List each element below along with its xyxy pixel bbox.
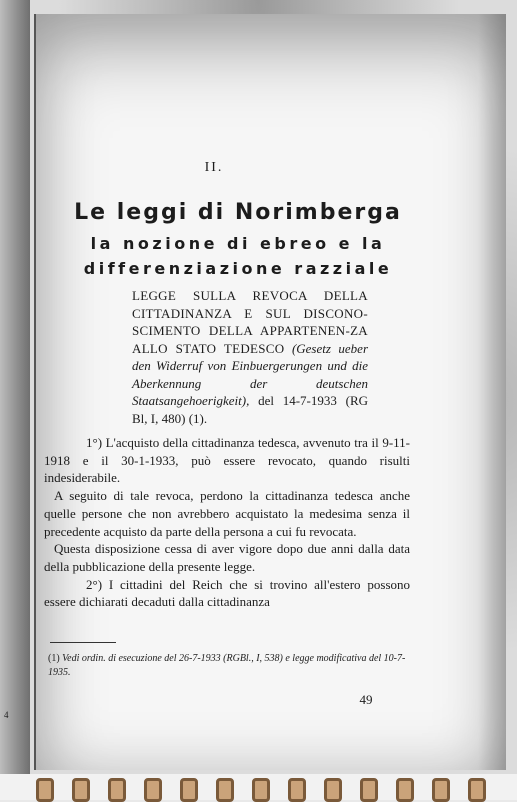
page-number: 49	[359, 692, 373, 707]
law-title-caps: LEGGE SULLA REVOCA DELLA CITTADINANZA E SUL DISCONO-SCIMENTO DELLA APPARTENEN-ZA ALLO STATO TEDESCO	[132, 288, 368, 356]
chapter-title: Le leggi di Norimberga	[74, 200, 402, 225]
paragraph-1: 1°) L'acquisto della cittadinanza tedesca, avvenuto tra il 9-11-1918 e il 30-1-1933, può essere revocato, quando risulti indesiderabile.	[44, 435, 410, 486]
spiral-ring	[288, 778, 306, 802]
spiral-ring	[108, 778, 126, 802]
paragraph-4: 2°) I cittadini del Reich che si trovino all'estero possono essere dichiarati decaduti dalla cittadinanza	[44, 576, 410, 610]
spiral-ring	[180, 778, 198, 802]
chapter-number: II.	[204, 160, 224, 175]
spiral-ring	[216, 778, 234, 802]
spiral-ring	[252, 778, 270, 802]
footnote-number: (1)	[48, 653, 60, 664]
paragraph-3: Questa disposizione cessa di aver vigore dopo due anni dalla data della pubblicazione della presente legge.	[44, 541, 410, 574]
law-date-reference: del 14-7-1933 (RG Bl, I, 480) (1).	[132, 393, 369, 426]
spiral-ring	[396, 778, 414, 802]
spiral-ring	[468, 778, 486, 802]
spiral-ring	[144, 778, 162, 802]
body-text	[44, 434, 410, 611]
spiral-ring	[432, 778, 450, 802]
footnote-rule	[50, 642, 116, 643]
footnote-text: Vedi ordin. di esecuzione del 26-7-1933 (RGBl., I, 538) e legge modificativa del 10-7-1935.	[48, 653, 406, 678]
chapter-subtitle-line2: differenziazione razziale	[83, 259, 393, 278]
spiral-ring	[36, 778, 54, 802]
chapter-subtitle-line1: la nozione di ebreo e la	[90, 234, 386, 253]
spiral-ring	[324, 778, 342, 802]
spiral-ring	[360, 778, 378, 802]
law-heading	[132, 287, 368, 427]
paragraph-2: A seguito di tale revoca, perdono la cittadinanza tedesca anche quelle persone che non avrebbero acquistato la medesima senza il precedente acquisto da parte della persona a cui fu revocata.	[44, 488, 410, 539]
spiral-ring	[72, 778, 90, 802]
law-german-title: (Gesetz ueber den Widerruf von Einbuergerungen und die Aberkennung der deutschen Staatsangehoerigkeit),	[132, 340, 369, 408]
corner-mark: 4	[4, 710, 9, 720]
footnote	[48, 652, 410, 680]
